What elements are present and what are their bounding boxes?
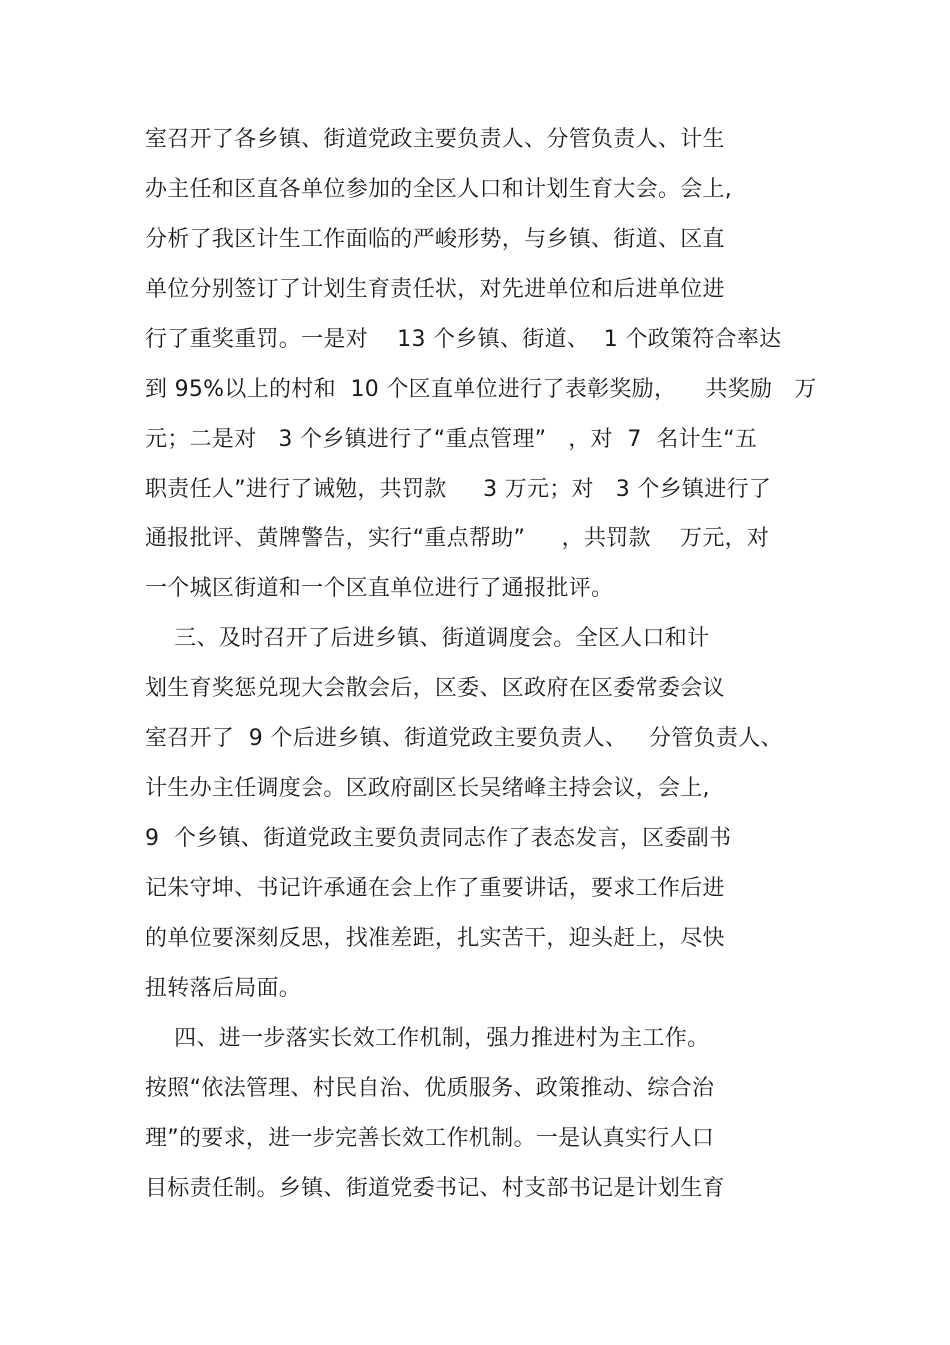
text-line: 的单位要深刻反思，找准差距，扎实苦干，迎头赶上，尽快 xyxy=(145,926,725,951)
text-line: 记朱守坤、书记许承通在会上作了重要讲话，要求工作后进 xyxy=(145,876,725,901)
text-line: 室召开了各乡镇、街道党政主要负责人、分管负责人、计生 xyxy=(145,127,725,152)
text-line: 元；二是对 3 个乡镇进行了“重点管理” ，对 7 名计生“五 xyxy=(145,427,758,452)
text-line: 扭转落后局面。 xyxy=(145,976,302,1001)
paragraph-start-line: 四、进一步落实长效工作机制，强力推进村为主工作。 xyxy=(145,1026,710,1051)
text-line: 理”的要求，进一步完善长效工作机制。一是认真实行人口 xyxy=(145,1126,715,1151)
text-line: 一个城区街道和一个区直单位进行了通报批评。 xyxy=(145,576,614,601)
text-line: 按照“依法管理、村民自治、优质服务、政策推动、综合治 xyxy=(145,1076,715,1101)
paragraph-start-line: 三、及时召开了后进乡镇、街道调度会。全区人口和计 xyxy=(145,626,710,651)
text-line: 职责任人”进行了诫勉，共罚款 3 万元；对 3 个乡镇进行了 xyxy=(145,477,772,502)
text-line: 目标责任制。乡镇、街道党委书记、村支部书记是计划生育 xyxy=(145,1176,725,1201)
text-line: 到 95%以上的村和 10 个区直单位进行了表彰奖励， 共奖励 万 xyxy=(145,377,817,402)
text-line: 分析了我区计生工作面临的严峻形势，与乡镇、街道、区直 xyxy=(145,227,725,252)
text-line: 9 个乡镇、街道党政主要负责同志作了表态发言，区委副书 xyxy=(145,826,732,851)
text-line: 室召开了 9 个后进乡镇、街道党政主要负责人、 分管负责人、 xyxy=(145,726,783,751)
text-line: 划生育奖惩兑现大会散会后，区委、区政府在区委常委会议 xyxy=(145,676,725,701)
text-line: 办主任和区直各单位参加的全区人口和计划生育大会。会上, xyxy=(145,177,733,202)
text-line: 单位分别签订了计划生育责任状，对先进单位和后进单位进 xyxy=(145,277,725,302)
text-line: 行了重奖重罚。一是对 13 个乡镇、街道、 1 个政策符合率达 xyxy=(145,327,782,352)
text-line: 计生办主任调度会。区政府副区长吴绪峰主持会议，会上, xyxy=(145,776,710,801)
text-line: 通报批评、黄牌警告，实行“重点帮助” ，共罚款 万元，对 xyxy=(145,526,770,551)
